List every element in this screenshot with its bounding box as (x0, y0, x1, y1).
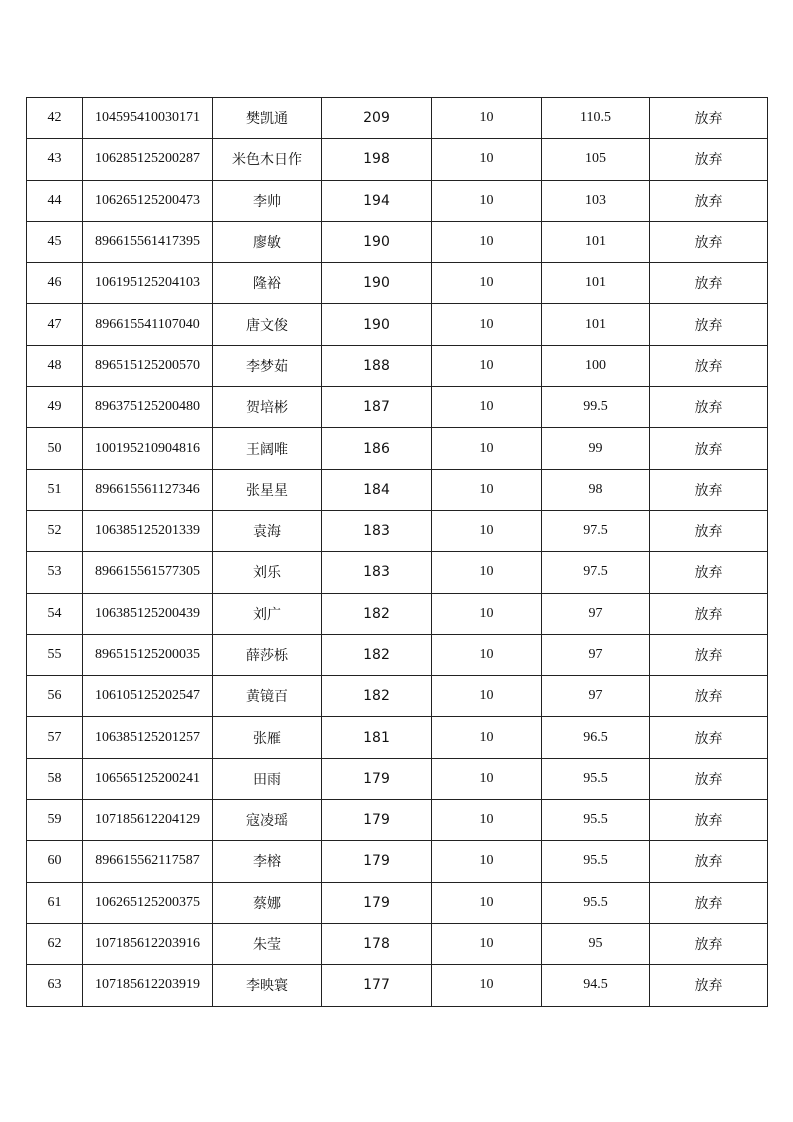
score-cell: 186 (322, 428, 432, 469)
candidate-name-cell: 田雨 (213, 758, 322, 799)
candidate-id-cell: 107185612204129 (83, 800, 213, 841)
weight-cell: 10 (432, 717, 542, 758)
status-cell: 放弃 (650, 221, 768, 262)
weight-cell: 10 (432, 552, 542, 593)
table-row (27, 469, 768, 510)
candidate-id-cell: 896515125200570 (83, 345, 213, 386)
candidate-id-cell: 106105125202547 (83, 676, 213, 717)
score-cell: 194 (322, 180, 432, 221)
table-row (27, 139, 768, 180)
row-number-cell: 52 (27, 510, 83, 551)
row-number-cell: 45 (27, 221, 83, 262)
score-cell: 182 (322, 676, 432, 717)
status-cell: 放弃 (650, 139, 768, 180)
candidate-name-cell: 廖敏 (213, 221, 322, 262)
score-cell: 181 (322, 717, 432, 758)
total-cell: 99.5 (542, 387, 650, 428)
candidate-name-cell: 薛莎栎 (213, 634, 322, 675)
row-number-cell: 55 (27, 634, 83, 675)
candidate-name-cell: 张雁 (213, 717, 322, 758)
total-cell: 97.5 (542, 552, 650, 593)
row-number-cell: 63 (27, 965, 83, 1006)
candidate-name-cell: 隆裕 (213, 263, 322, 304)
candidate-id-cell: 106265125200473 (83, 180, 213, 221)
total-cell: 95.5 (542, 882, 650, 923)
total-cell: 99 (542, 428, 650, 469)
candidate-id-cell: 896615561127346 (83, 469, 213, 510)
weight-cell: 10 (432, 428, 542, 469)
candidate-name-cell: 刘广 (213, 593, 322, 634)
score-cell: 198 (322, 139, 432, 180)
weight-cell: 10 (432, 98, 542, 139)
candidate-name-cell: 李帅 (213, 180, 322, 221)
total-cell: 103 (542, 180, 650, 221)
status-cell: 放弃 (650, 263, 768, 304)
table-row (27, 552, 768, 593)
candidate-name-cell: 米色木日作 (213, 139, 322, 180)
row-number-cell: 58 (27, 758, 83, 799)
status-cell: 放弃 (650, 882, 768, 923)
status-cell: 放弃 (650, 676, 768, 717)
row-number-cell: 59 (27, 800, 83, 841)
row-number-cell: 53 (27, 552, 83, 593)
candidate-id-cell: 100195210904816 (83, 428, 213, 469)
row-number-cell: 42 (27, 98, 83, 139)
row-number-cell: 61 (27, 882, 83, 923)
table-row (27, 263, 768, 304)
total-cell: 100 (542, 345, 650, 386)
candidate-name-cell: 李映寰 (213, 965, 322, 1006)
table-row (27, 593, 768, 634)
candidate-id-cell: 106285125200287 (83, 139, 213, 180)
score-cell: 190 (322, 304, 432, 345)
weight-cell: 10 (432, 965, 542, 1006)
row-number-cell: 51 (27, 469, 83, 510)
score-cell: 183 (322, 552, 432, 593)
candidate-name-cell: 李梦茹 (213, 345, 322, 386)
total-cell: 101 (542, 263, 650, 304)
row-number-cell: 46 (27, 263, 83, 304)
total-cell: 97.5 (542, 510, 650, 551)
candidate-table (26, 97, 768, 1007)
status-cell: 放弃 (650, 304, 768, 345)
score-cell: 179 (322, 800, 432, 841)
status-cell: 放弃 (650, 800, 768, 841)
row-number-cell: 50 (27, 428, 83, 469)
total-cell: 94.5 (542, 965, 650, 1006)
candidate-name-cell: 王阔唯 (213, 428, 322, 469)
score-cell: 183 (322, 510, 432, 551)
candidate-id-cell: 896615561417395 (83, 221, 213, 262)
table-row (27, 634, 768, 675)
weight-cell: 10 (432, 758, 542, 799)
weight-cell: 10 (432, 882, 542, 923)
row-number-cell: 47 (27, 304, 83, 345)
candidate-id-cell: 106565125200241 (83, 758, 213, 799)
table-row (27, 345, 768, 386)
row-number-cell: 48 (27, 345, 83, 386)
total-cell: 105 (542, 139, 650, 180)
total-cell: 110.5 (542, 98, 650, 139)
candidate-name-cell: 李榕 (213, 841, 322, 882)
total-cell: 97 (542, 593, 650, 634)
status-cell: 放弃 (650, 180, 768, 221)
status-cell: 放弃 (650, 510, 768, 551)
row-number-cell: 49 (27, 387, 83, 428)
table-row (27, 758, 768, 799)
table-row (27, 304, 768, 345)
candidate-id-cell: 896615562117587 (83, 841, 213, 882)
score-cell: 178 (322, 923, 432, 964)
candidate-name-cell: 张星星 (213, 469, 322, 510)
status-cell: 放弃 (650, 469, 768, 510)
status-cell: 放弃 (650, 387, 768, 428)
candidate-id-cell: 107185612203916 (83, 923, 213, 964)
status-cell: 放弃 (650, 428, 768, 469)
weight-cell: 10 (432, 469, 542, 510)
weight-cell: 10 (432, 923, 542, 964)
score-cell: 179 (322, 841, 432, 882)
candidate-name-cell: 蔡娜 (213, 882, 322, 923)
status-cell: 放弃 (650, 552, 768, 593)
weight-cell: 10 (432, 139, 542, 180)
weight-cell: 10 (432, 593, 542, 634)
candidate-name-cell: 黄镜百 (213, 676, 322, 717)
table-row (27, 800, 768, 841)
weight-cell: 10 (432, 634, 542, 675)
score-cell: 190 (322, 221, 432, 262)
total-cell: 97 (542, 676, 650, 717)
total-cell: 101 (542, 304, 650, 345)
candidate-name-cell: 袁海 (213, 510, 322, 551)
table-row (27, 428, 768, 469)
candidate-id-cell: 106195125204103 (83, 263, 213, 304)
candidate-table-body (27, 98, 768, 1007)
total-cell: 95 (542, 923, 650, 964)
total-cell: 95.5 (542, 841, 650, 882)
weight-cell: 10 (432, 345, 542, 386)
candidate-id-cell: 896375125200480 (83, 387, 213, 428)
status-cell: 放弃 (650, 345, 768, 386)
candidate-id-cell: 896615561577305 (83, 552, 213, 593)
table-row (27, 882, 768, 923)
table-row (27, 717, 768, 758)
row-number-cell: 44 (27, 180, 83, 221)
total-cell: 96.5 (542, 717, 650, 758)
total-cell: 97 (542, 634, 650, 675)
weight-cell: 10 (432, 304, 542, 345)
candidate-name-cell: 唐文俊 (213, 304, 322, 345)
row-number-cell: 60 (27, 841, 83, 882)
candidate-name-cell: 樊凯通 (213, 98, 322, 139)
score-cell: 182 (322, 593, 432, 634)
weight-cell: 10 (432, 221, 542, 262)
status-cell: 放弃 (650, 923, 768, 964)
candidate-name-cell: 寇凌瑶 (213, 800, 322, 841)
candidate-id-cell: 896615541107040 (83, 304, 213, 345)
score-cell: 182 (322, 634, 432, 675)
status-cell: 放弃 (650, 634, 768, 675)
table-row (27, 923, 768, 964)
candidate-id-cell: 106385125201339 (83, 510, 213, 551)
weight-cell: 10 (432, 676, 542, 717)
weight-cell: 10 (432, 180, 542, 221)
weight-cell: 10 (432, 510, 542, 551)
candidate-id-cell: 107185612203919 (83, 965, 213, 1006)
score-cell: 188 (322, 345, 432, 386)
candidate-name-cell: 刘乐 (213, 552, 322, 593)
table-row (27, 965, 768, 1006)
score-cell: 187 (322, 387, 432, 428)
score-cell: 184 (322, 469, 432, 510)
candidate-id-cell: 896515125200035 (83, 634, 213, 675)
row-number-cell: 57 (27, 717, 83, 758)
status-cell: 放弃 (650, 98, 768, 139)
row-number-cell: 62 (27, 923, 83, 964)
table-row (27, 221, 768, 262)
weight-cell: 10 (432, 263, 542, 304)
score-cell: 179 (322, 758, 432, 799)
table-row (27, 841, 768, 882)
weight-cell: 10 (432, 841, 542, 882)
status-cell: 放弃 (650, 758, 768, 799)
total-cell: 98 (542, 469, 650, 510)
table-row (27, 510, 768, 551)
weight-cell: 10 (432, 387, 542, 428)
candidate-name-cell: 朱莹 (213, 923, 322, 964)
score-cell: 209 (322, 98, 432, 139)
total-cell: 95.5 (542, 758, 650, 799)
table-row (27, 387, 768, 428)
status-cell: 放弃 (650, 593, 768, 634)
status-cell: 放弃 (650, 841, 768, 882)
row-number-cell: 43 (27, 139, 83, 180)
status-cell: 放弃 (650, 965, 768, 1006)
row-number-cell: 54 (27, 593, 83, 634)
candidate-id-cell: 104595410030171 (83, 98, 213, 139)
score-cell: 177 (322, 965, 432, 1006)
candidate-id-cell: 106385125200439 (83, 593, 213, 634)
candidate-name-cell: 贺培彬 (213, 387, 322, 428)
score-cell: 190 (322, 263, 432, 304)
table-row (27, 180, 768, 221)
table-row (27, 676, 768, 717)
total-cell: 95.5 (542, 800, 650, 841)
candidate-id-cell: 106385125201257 (83, 717, 213, 758)
row-number-cell: 56 (27, 676, 83, 717)
weight-cell: 10 (432, 800, 542, 841)
status-cell: 放弃 (650, 717, 768, 758)
total-cell: 101 (542, 221, 650, 262)
table-row (27, 98, 768, 139)
score-cell: 179 (322, 882, 432, 923)
candidate-id-cell: 106265125200375 (83, 882, 213, 923)
